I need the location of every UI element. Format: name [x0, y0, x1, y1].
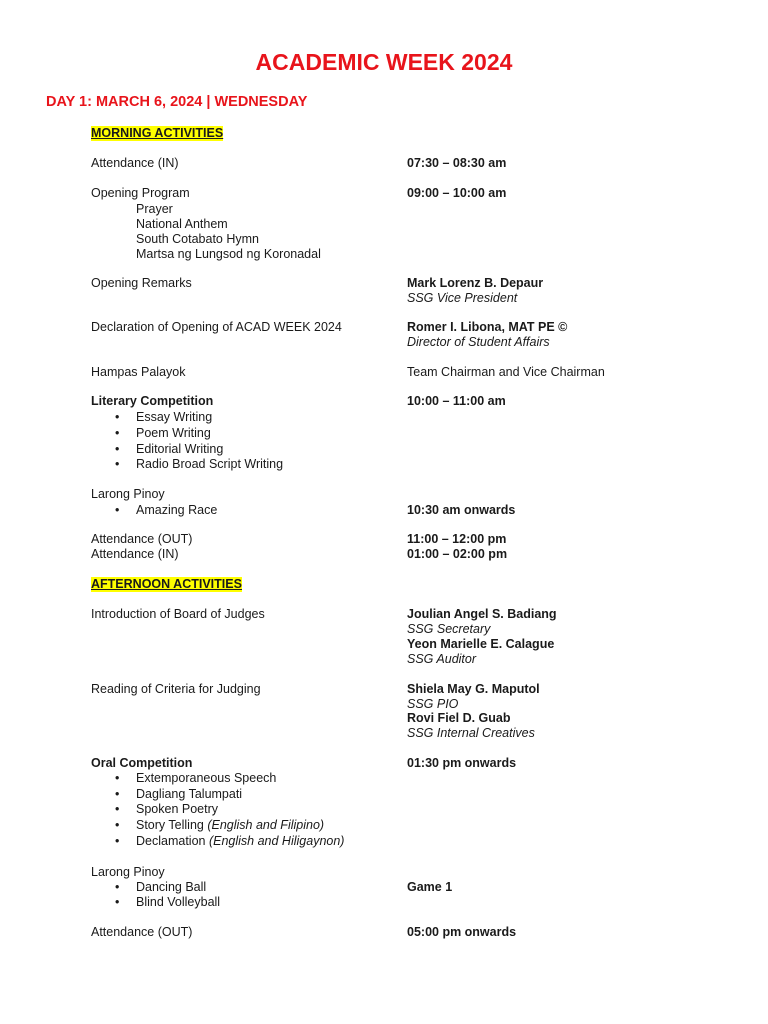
bullet-icon: • — [115, 802, 120, 816]
list-item: • Blind Volleyball — [115, 895, 221, 909]
literary-time: 10:00 – 11:00 am — [407, 394, 506, 408]
attendance-out-label: Attendance (OUT) — [91, 532, 193, 546]
list-item: • Essay Writing — [115, 410, 213, 424]
opening-program-time: 09:00 – 10:00 am — [407, 186, 507, 200]
list-item: • Declamation (English and Hiligaynon) — [115, 834, 345, 848]
bullet-icon: • — [115, 442, 120, 456]
attendance-in-label: Attendance (IN) — [91, 156, 179, 170]
list-item: • Extemporaneous Speech — [115, 771, 277, 785]
bullet-icon: • — [115, 503, 120, 517]
bullet-icon: • — [115, 771, 120, 785]
attendance-in2-time: 01:00 – 02:00 pm — [407, 547, 508, 561]
bullet-icon: • — [115, 834, 120, 848]
hampas-label: Hampas Palayok — [91, 365, 186, 379]
criteria-name1: Shiela May G. Maputol — [407, 682, 540, 696]
bullet-icon: • — [115, 410, 120, 424]
attendance-out2-time: 05:00 pm onwards — [407, 925, 517, 939]
oral-label: Oral Competition — [91, 756, 193, 770]
program-item: South Cotabato Hymn — [136, 232, 259, 246]
criteria-role2: SSG Internal Creatives — [407, 726, 535, 740]
criteria-role1: SSG PIO — [407, 697, 459, 711]
declaration-role: Director of Student Affairs — [407, 335, 550, 349]
list-item: • Editorial Writing — [115, 442, 224, 456]
criteria-name2: Rovi Fiel D. Guab — [407, 711, 511, 725]
morning-heading: MORNING ACTIVITIES — [91, 126, 224, 140]
day-heading: DAY 1: MARCH 6, 2024 | WEDNESDAY — [46, 94, 308, 110]
literary-label: Literary Competition — [91, 394, 214, 408]
list-item: • Spoken Poetry — [115, 802, 218, 816]
opening-program-label: Opening Program — [91, 186, 190, 200]
list-item: • Amazing Race — [115, 503, 218, 517]
bullet-icon: • — [115, 895, 120, 909]
larong-pinoy2-label: Larong Pinoy — [91, 865, 165, 879]
list-item: • Poem Writing — [115, 426, 211, 440]
bullet-icon: • — [115, 818, 120, 832]
declaration-label: Declaration of Opening of ACAD WEEK 2024 — [91, 320, 342, 334]
judges-name2: Yeon Marielle E. Calague — [407, 637, 555, 651]
bullet-icon: • — [115, 457, 120, 471]
larong-pinoy-label: Larong Pinoy — [91, 487, 165, 501]
program-item: National Anthem — [136, 217, 228, 231]
declaration-name: Romer I. Libona, MAT PE © — [407, 320, 568, 334]
bullet-icon: • — [115, 787, 120, 801]
list-item: • Story Telling (English and Filipino) — [115, 818, 325, 832]
attendance-in-time: 07:30 – 08:30 am — [407, 156, 507, 170]
judges-label: Introduction of Board of Judges — [91, 607, 265, 621]
judges-name1: Joulian Angel S. Badiang — [407, 607, 557, 621]
larong-pinoy-time: 10:30 am onwards — [407, 503, 516, 517]
hampas-right: Team Chairman and Vice Chairman — [407, 365, 605, 379]
list-item: • Dancing Ball — [115, 880, 207, 894]
afternoon-heading: AFTERNOON ACTIVITIES — [91, 577, 242, 591]
attendance-out-time: 11:00 – 12:00 pm — [407, 532, 507, 546]
attendance-in2-label: Attendance (IN) — [91, 547, 179, 561]
judges-role1: SSG Secretary — [407, 622, 491, 636]
opening-remarks-name: Mark Lorenz B. Depaur — [407, 276, 544, 290]
attendance-out2-label: Attendance (OUT) — [91, 925, 193, 939]
game-label: Game 1 — [407, 880, 453, 894]
bullet-icon: • — [115, 426, 120, 440]
oral-time: 01:30 pm onwards — [407, 756, 517, 770]
criteria-label: Reading of Criteria for Judging — [91, 682, 261, 696]
bullet-icon: • — [115, 880, 120, 894]
opening-remarks-role: SSG Vice President — [407, 291, 518, 305]
page-title: ACADEMIC WEEK 2024 — [255, 49, 513, 75]
opening-remarks-label: Opening Remarks — [91, 276, 192, 290]
judges-role2: SSG Auditor — [407, 652, 477, 666]
list-item: • Dagliang Talumpati — [115, 787, 243, 801]
list-item: • Radio Broad Script Writing — [115, 457, 284, 471]
program-item: Martsa ng Lungsod ng Koronadal — [136, 247, 321, 261]
program-item: Prayer — [136, 202, 173, 216]
